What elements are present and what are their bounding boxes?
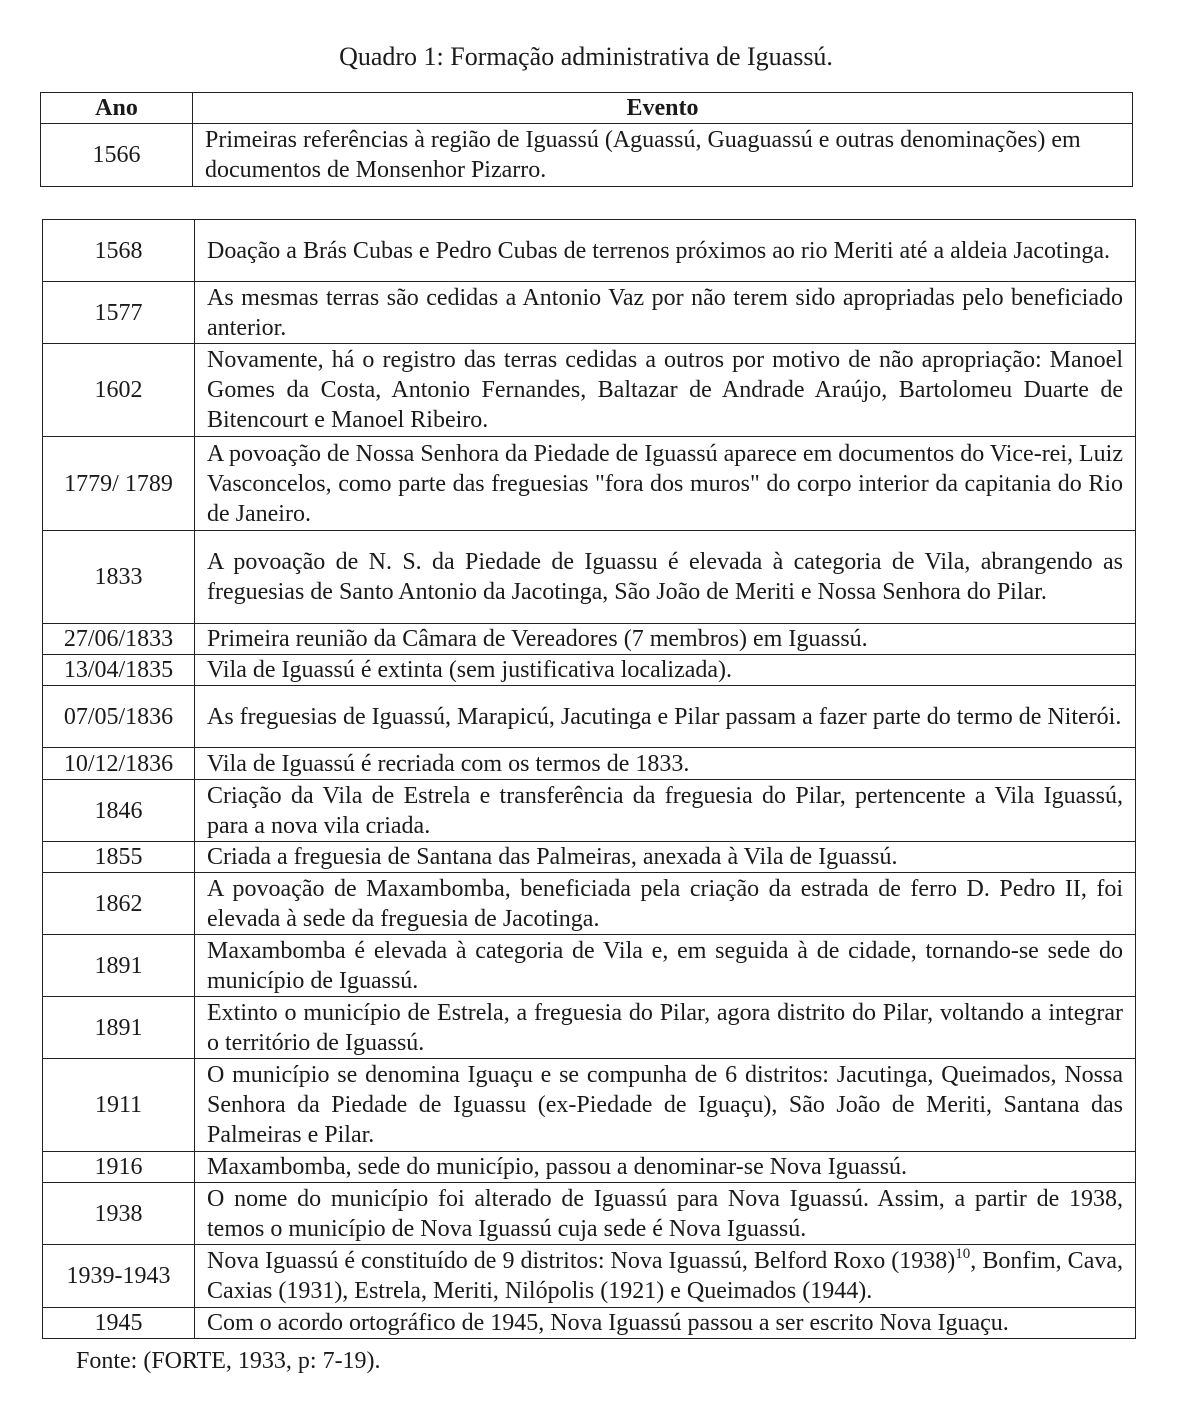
event-cell: Primeiras referências à região de Iguassú (Aguassú, Guaguassú e outras denominações) em documentos de Monsenhor Pizarro. <box>193 124 1133 187</box>
event-cell: O município se denomina Iguaçu e se compunha de 6 distritos: Jacutinga, Queimados, Nossa Senhora da Piedade de Iguassu (ex-Piedade de Iguaçu), São João de Meriti, Santana das Palmeiras e Pilar. <box>195 1059 1136 1152</box>
table-row <box>43 655 1136 686</box>
table-row <box>43 437 1136 531</box>
table-row <box>43 220 1136 282</box>
table-row <box>43 997 1136 1059</box>
event-cell: Com o acordo ortográfico de 1945, Nova Iguassú passou a ser escrito Nova Iguaçu. <box>195 1308 1136 1339</box>
event-cell: Vila de Iguassú é extinta (sem justificativa localizada). <box>195 655 1136 686</box>
table-row <box>43 1245 1136 1308</box>
column-header-year: Ano <box>41 93 193 124</box>
year-cell: 1891 <box>43 997 195 1059</box>
year-cell: 07/05/1836 <box>43 686 195 748</box>
year-cell: 1577 <box>43 282 195 344</box>
event-cell: A povoação de Nossa Senhora da Piedade de Iguassú aparece em documentos do Vice-rei, Luiz Vasconcelos, como parte das freguesias "fora dos muros" do corpo interior da capitania do Rio de Janeiro. <box>195 437 1136 531</box>
table-row <box>43 282 1136 344</box>
year-cell: 1846 <box>43 780 195 842</box>
table-row <box>43 686 1136 748</box>
year-cell: 1855 <box>43 842 195 873</box>
year-cell: 1939-1943 <box>43 1245 195 1308</box>
footnote-marker: 10 <box>955 1246 971 1262</box>
year-cell: 1891 <box>43 935 195 997</box>
year-cell: 1568 <box>43 220 195 282</box>
year-cell: 13/04/1835 <box>43 655 195 686</box>
table-row <box>43 531 1136 624</box>
table-row <box>43 1059 1136 1152</box>
event-cell: Novamente, há o registro das terras cedidas a outros por motivo de não apropriação: Manoel Gomes da Costa, Antonio Fernandes, Baltazar de Andrade Araújo, Bartolomeu Duarte de Bitencourt e Manoel Ribeiro. <box>195 344 1136 437</box>
event-cell: Criada a freguesia de Santana das Palmeiras, anexada à Vila de Iguassú. <box>195 842 1136 873</box>
year-cell: 1916 <box>43 1152 195 1183</box>
event-text: Nova Iguassú é constituído de 9 distritos: Nova Iguassú, Belford Roxo (1938) <box>207 1248 956 1274</box>
event-cell <box>195 1245 1136 1308</box>
table-row <box>41 124 1133 187</box>
year-cell: 1911 <box>43 1059 195 1152</box>
year-cell: 1938 <box>43 1183 195 1245</box>
year-cell: 1833 <box>43 531 195 624</box>
event-cell: Criação da Vila de Estrela e transferência da freguesia do Pilar, pertencente a Vila Iguassú, para a nova vila criada. <box>195 780 1136 842</box>
header-table <box>40 92 1133 187</box>
event-cell: Vila de Iguassú é recriada com os termos de 1833. <box>195 748 1136 780</box>
year-cell: 1566 <box>41 124 193 187</box>
event-cell: Doação a Brás Cubas e Pedro Cubas de terrenos próximos ao rio Meriti até a aldeia Jacotinga. <box>195 220 1136 282</box>
event-cell: As freguesias de Iguassú, Marapicú, Jacutinga e Pilar passam a fazer parte do termo de Niterói. <box>195 686 1136 748</box>
event-cell: As mesmas terras são cedidas a Antonio Vaz por não terem sido apropriadas pelo beneficiado anterior. <box>195 282 1136 344</box>
event-text: , Bonfim, Cava, Caxias (1931), Estrela, Meriti, Nilópolis (1921) e Queimados (1944). <box>207 1248 1123 1304</box>
table-row <box>43 780 1136 842</box>
event-cell: Maxambomba é elevada à categoria de Vila e, em seguida à de cidade, tornando-se sede do município de Iguassú. <box>195 935 1136 997</box>
year-cell: 1602 <box>43 344 195 437</box>
table-caption: Quadro 1: Formação administrativa de Iguassú. <box>339 42 833 71</box>
year-cell: 10/12/1836 <box>43 748 195 780</box>
table-row <box>43 935 1136 997</box>
table-row <box>43 1183 1136 1245</box>
header-row <box>41 93 1133 124</box>
event-cell: Extinto o município de Estrela, a freguesia do Pilar, agora distrito do Pilar, voltando a integrar o território de Iguassú. <box>195 997 1136 1059</box>
column-header-event: Evento <box>193 93 1133 124</box>
event-cell: Maxambomba, sede do município, passou a denominar-se Nova Iguassú. <box>195 1152 1136 1183</box>
events-table <box>42 219 1136 1339</box>
table-row <box>43 624 1136 655</box>
year-cell: 1862 <box>43 873 195 935</box>
event-cell: O nome do município foi alterado de Iguassú para Nova Iguassú. Assim, a partir de 1938, temos o município de Nova Iguassú cuja sede é Nova Iguassú. <box>195 1183 1136 1245</box>
year-cell: 1945 <box>43 1308 195 1339</box>
table-row <box>43 748 1136 780</box>
table-row <box>43 842 1136 873</box>
event-cell: Primeira reunião da Câmara de Vereadores (7 membros) em Iguassú. <box>195 624 1136 655</box>
event-cell: A povoação de N. S. da Piedade de Iguassu é elevada à categoria de Vila, abrangendo as freguesias de Santo Antonio da Jacotinga, São João de Meriti e Nossa Senhora do Pilar. <box>195 531 1136 624</box>
table-row <box>43 1152 1136 1183</box>
source-note: Fonte: (FORTE, 1933, p: 7-19). <box>76 1348 381 1374</box>
event-cell: A povoação de Maxambomba, beneficiada pela criação da estrada de ferro D. Pedro II, foi elevada à sede da freguesia de Jacotinga. <box>195 873 1136 935</box>
year-cell: 27/06/1833 <box>43 624 195 655</box>
table-row <box>43 344 1136 437</box>
year-cell: 1779/ 1789 <box>43 437 195 531</box>
table-row <box>43 1308 1136 1339</box>
table-row <box>43 873 1136 935</box>
